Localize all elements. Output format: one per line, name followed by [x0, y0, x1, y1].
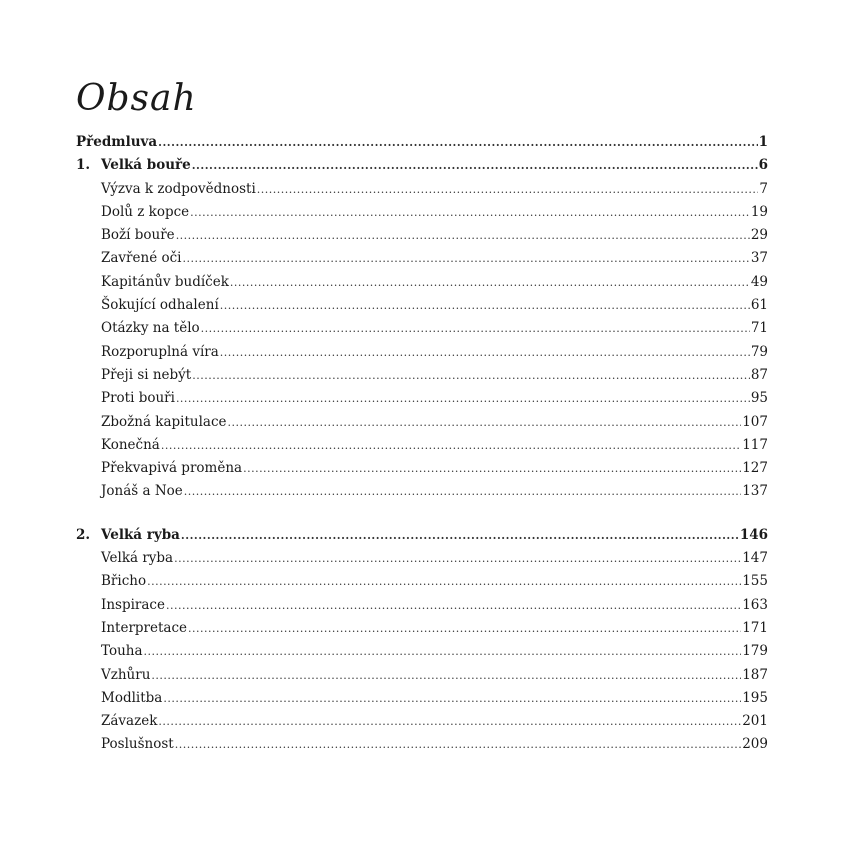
section-label: Velká ryba	[101, 550, 174, 567]
dot-leader	[174, 552, 741, 565]
dot-leader	[220, 346, 750, 359]
dot-leader	[184, 485, 741, 498]
page-title: Obsah	[76, 78, 197, 119]
section-label: Modlitba	[101, 689, 163, 706]
toc-section[interactable]	[76, 250, 768, 273]
section-label: Inspirace	[101, 596, 165, 613]
dot-leader	[188, 622, 741, 635]
toc-section[interactable]	[76, 713, 768, 736]
section-page: 71	[750, 320, 768, 337]
toc-section[interactable]	[76, 483, 768, 506]
table-of-contents	[76, 134, 768, 760]
dot-leader	[147, 575, 741, 588]
section-page: 155	[742, 573, 768, 590]
section-page: 137	[742, 483, 768, 500]
section-label: Konečná	[101, 436, 160, 453]
toc-section[interactable]	[76, 643, 768, 666]
toc-chapter-2[interactable]	[76, 527, 768, 550]
section-label: Touha	[101, 643, 143, 660]
chapter-page: 146	[739, 526, 768, 543]
section-label: Vzhůru	[101, 666, 151, 683]
dot-leader	[201, 322, 750, 335]
section-page: 37	[750, 250, 768, 267]
toc-section[interactable]	[76, 297, 768, 320]
section-page: 61	[750, 297, 768, 314]
section-label: Proti bouři	[101, 390, 175, 407]
toc-section[interactable]	[76, 690, 768, 713]
toc-entry-label: Předmluva	[76, 134, 158, 150]
toc-page	[76, 0, 768, 850]
toc-section[interactable]	[76, 736, 768, 759]
section-label: Interpretace	[101, 619, 188, 636]
chapter-number: 2.	[76, 526, 91, 543]
toc-section[interactable]	[76, 367, 768, 390]
chapter-label: Velká ryba	[101, 526, 180, 543]
section-page: 127	[742, 460, 768, 477]
dot-leader	[161, 439, 741, 452]
chapter-number: 1.	[76, 157, 91, 174]
section-label: Zavřené oči	[101, 250, 182, 267]
section-page: 49	[750, 273, 768, 290]
section-page: 87	[750, 366, 768, 383]
section-label: Otázky na tělo	[101, 320, 200, 337]
section-page: 29	[750, 227, 768, 244]
dot-leader	[190, 206, 750, 219]
toc-section[interactable]	[76, 181, 768, 204]
section-label: Kapitánův budíček	[101, 273, 229, 290]
toc-section[interactable]	[76, 274, 768, 297]
section-label: Dolů z kopce	[101, 203, 190, 220]
toc-section[interactable]	[76, 414, 768, 437]
toc-section[interactable]	[76, 390, 768, 413]
toc-section[interactable]	[76, 573, 768, 596]
section-page: 187	[742, 666, 768, 683]
dot-leader	[192, 369, 750, 382]
dot-leader	[228, 416, 742, 429]
section-label: Závazek	[101, 713, 158, 730]
dot-leader	[230, 276, 750, 289]
section-label: Šokující odhalení	[101, 297, 219, 314]
section-page: 7	[759, 180, 768, 197]
toc-section[interactable]	[76, 204, 768, 227]
toc-section[interactable]	[76, 227, 768, 250]
section-page: 179	[742, 643, 768, 660]
chapter-label: Velká bouře	[101, 157, 191, 174]
chapter-page: 6	[758, 157, 768, 174]
dot-leader	[243, 462, 741, 475]
section-label: Jonáš a Noe	[101, 483, 183, 500]
section-page: 209	[742, 736, 768, 753]
section-label: Překvapivá proměna	[101, 460, 243, 477]
section-label: Rozporuplná víra	[101, 343, 219, 360]
toc-section[interactable]	[76, 344, 768, 367]
dot-leader	[181, 529, 739, 542]
dot-leader	[166, 599, 741, 612]
toc-section[interactable]	[76, 667, 768, 690]
dot-leader	[176, 229, 750, 242]
section-page: 19	[750, 203, 768, 220]
toc-chapter-1[interactable]	[76, 157, 768, 180]
section-page: 147	[742, 550, 768, 567]
section-label: Přeji si nebýt	[101, 366, 192, 383]
toc-section[interactable]	[76, 460, 768, 483]
toc-section[interactable]	[76, 320, 768, 343]
dot-leader	[158, 715, 741, 728]
dot-leader	[257, 183, 759, 196]
section-label: Břicho	[101, 573, 147, 590]
section-label: Zbožná kapitulace	[101, 413, 227, 430]
section-page: 201	[742, 713, 768, 730]
toc-section[interactable]	[76, 550, 768, 573]
dot-leader	[151, 669, 741, 682]
section-page: 95	[750, 390, 768, 407]
toc-section[interactable]	[76, 437, 768, 460]
section-label: Boží bouře	[101, 227, 175, 244]
dot-leader	[158, 136, 757, 149]
section-page: 79	[750, 343, 768, 360]
section-page: 195	[742, 689, 768, 706]
section-page: 117	[742, 436, 768, 453]
dot-leader	[176, 392, 750, 405]
toc-entry-preface[interactable]	[76, 134, 768, 157]
section-page: 107	[742, 413, 768, 430]
toc-entry-page: 1	[758, 134, 768, 150]
toc-section[interactable]	[76, 597, 768, 620]
toc-section[interactable]	[76, 620, 768, 643]
dot-leader	[220, 299, 750, 312]
section-page: 171	[742, 619, 768, 636]
section-label: Poslušnost	[101, 736, 174, 753]
section-page: 163	[742, 596, 768, 613]
dot-leader	[163, 692, 741, 705]
dot-leader	[192, 159, 758, 172]
dot-leader	[182, 252, 749, 265]
dot-leader	[144, 645, 742, 658]
dot-leader	[175, 738, 742, 751]
section-label: Výzva k zodpovědnosti	[101, 180, 256, 197]
